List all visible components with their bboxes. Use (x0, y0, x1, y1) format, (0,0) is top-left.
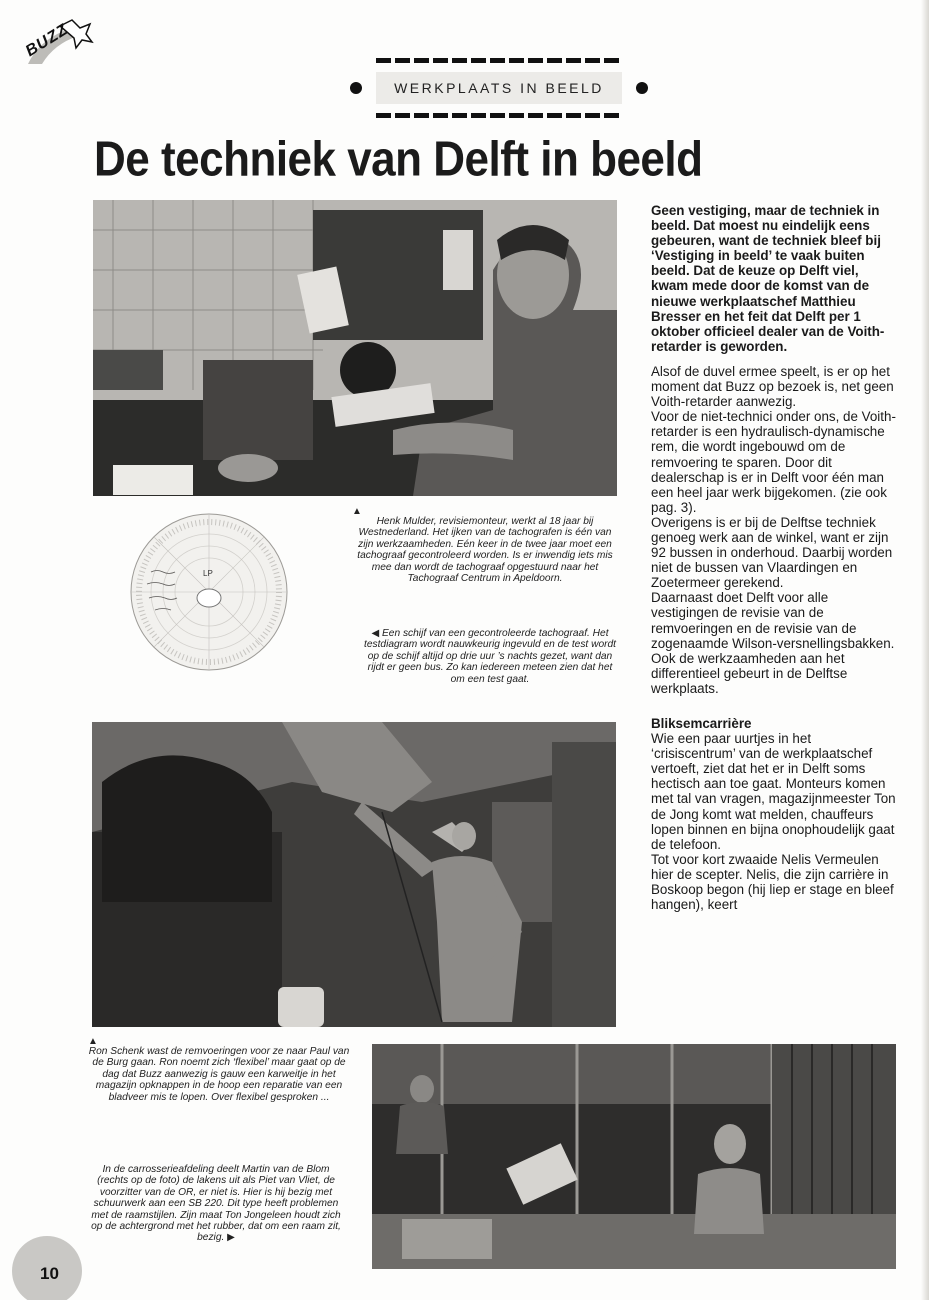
caption-bodywork (88, 1164, 344, 1244)
photo-workbench-mechanic (93, 200, 617, 496)
header-bullet-left (350, 82, 362, 94)
page-gutter-shadow (921, 0, 929, 1300)
body-paragraph: Overigens is er bij de Delftse techniek genoeg werk aan de winkel, want er zijn 92 bussen in onderhoud. Daarbij worden niet de bussen van Vlaardingen en Zoetermeer gerekend. (651, 514, 893, 591)
caption-under-bus-text: Ron Schenk wast de remvoeringen voor ze naar Paul van de Burg gaan. Ron noemt zich ‘flexibel’ maar gaat op de dag dat Buzz aanwezig is gauw een karweitje in het magazijn opknappen in de hoop een reparatie van een bladveer mis te lopen. Over flexibel gesproken ... (88, 1046, 350, 1103)
caption-arrow-left-icon: ◀ (371, 628, 380, 639)
section-label: WERKPLAATS IN BEELD (376, 72, 622, 104)
body-paragraph: Wie een paar uurtjes in het ‘crisiscentrum’ van de werkplaatschef vertoeft, ziet dat het er in Delft soms hectisch aan toe gaat. Monteurs komen met tal van vragen, magazijnmeester Ton de Jong komt wat melden, chauffeurs lopen binnen en bijna onophoudelijk gaat de telefoon. (651, 731, 896, 852)
disc-center-label: LP (203, 569, 213, 578)
header-dash-bottom (376, 113, 622, 118)
caption-photo-workbench-text: Henk Mulder, revisiemonteur, werkt al 18 jaar bij Westnederland. Het ijken van de tachografen is één van zijn werkzaamheden. Eén keer in de twee jaar moet een tachograaf gecontroleerd worden. Is er inwendig iets mis mee dan wordt de tachograaf opgestuurd naar het Tachograaf Centrum in Apeldoorn. (357, 516, 613, 585)
body-paragraph: Alsof de duvel ermee speelt, is er op het moment dat Buzz op bezoek is, net geen Voith-retarder aanwezig. (651, 363, 894, 410)
body-paragraph: Daarnaast doet Delft voor alle vestigingen de revisie van de remvoeringen en de revisie van de zogenaamde Wilson-versnellingsbakken. Ook de werkzaamheden aan het differentieel gebeurt in de Delftse werkplaats. (651, 590, 895, 696)
tachograph-disc-image (111, 512, 307, 672)
article-title: De techniek van Delft in beeld (94, 132, 703, 187)
caption-arrow-up-icon: ▲ (88, 1036, 98, 1047)
header-bullet-right (636, 82, 648, 94)
article-subheading: Bliksemcarrière (651, 716, 752, 731)
caption-under-bus (88, 1038, 350, 1103)
photo-mechanic-under-bus (92, 722, 616, 1027)
header-dash-top (376, 58, 622, 63)
caption-bodywork-text: In de carrosserieafdeling deelt Martin van de Blom (rechts op de foto) de lakens uit als Piet van Vliet, de voorzitter van de OR, er niet is. Hier is hij bezig met schuurwerk aan een SB 220. Dit type heeft problemen met de raamstijlen. Zijn maat Ton Jongeleen houdt zich op de achtergrond met het rubber, dat om een raam zit, bezig. (91, 1164, 341, 1244)
caption-arrow-right-icon: ▶ (227, 1232, 235, 1244)
article-body-column (651, 203, 897, 912)
buzz-logo (20, 18, 94, 66)
caption-arrow-up-icon: ▲ (352, 506, 362, 517)
article-lead: Geen vestiging, maar de techniek in beeld. Dat moest nu eindelijk eens gebeuren, want de techniek bleef bij ‘Vestiging in beeld’ te vaak buiten beeld. Dat de keuze op Delft viel, kwam mede door de komst van de nieuwe werkplaatschef Matthieu Bresser en het feit dat Delft per 1 oktober officieel dealer van de Voith-retarder is geworden. (651, 203, 885, 354)
body-paragraph: Tot voor kort zwaaide Nelis Vermeulen hier de scepter. Nelis, die zijn carrière in Boskoop begon (hij liep er stage en bleef hangen), keert (651, 851, 894, 913)
body-paragraph: Voor de niet-technici onder ons, de Voith-retarder is een hydraulisch-dynamische rem, die wordt ingebouwd om de remvoering te sparen. Door dit dealerschap is er in Delft voor één man een heel jaar werk bijgekomen. (zie ook pag. 3). (651, 409, 896, 515)
photo-bodywork-department (372, 1044, 896, 1269)
caption-tachograph-disc-text: Een schijf van een gecontroleerde tachograaf. Het testdiagram wordt nauwkeurig ingevuld en de test wordt op de schijf altijd op drie uur ’s nachts gezet, want dan rijdt er geen bus. Zo kan iedereen meteen zien dat het om een test gaat. (364, 628, 616, 685)
caption-tachograph-disc (362, 628, 618, 685)
page-number: 10 (40, 1264, 59, 1283)
logo-text: BUZZ (22, 21, 72, 61)
caption-photo-workbench (352, 508, 618, 584)
section-header (350, 56, 648, 122)
